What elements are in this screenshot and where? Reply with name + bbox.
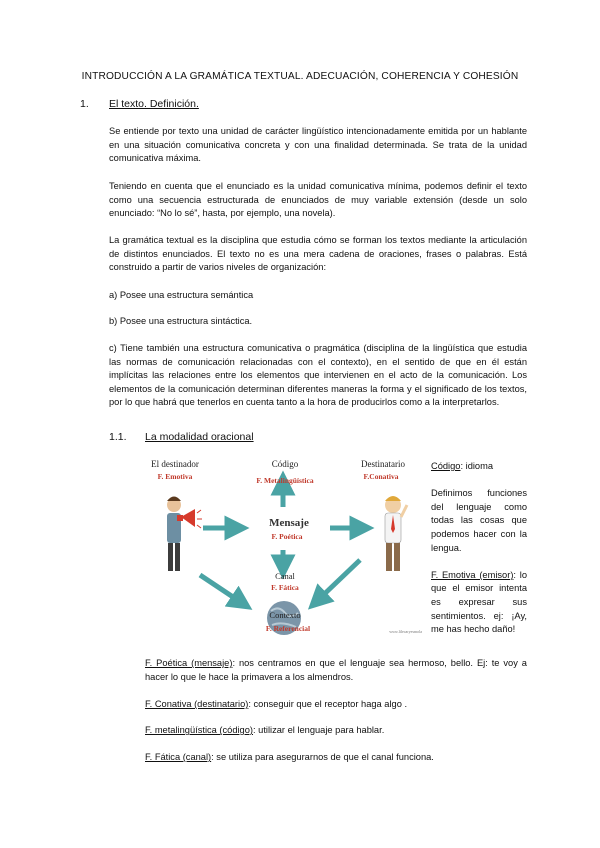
label-f-fatica: F. Fática xyxy=(271,583,299,592)
section-1-1-heading xyxy=(109,431,254,443)
label-f-emotiva: F. Emotiva xyxy=(157,472,193,481)
function-metalinguistica xyxy=(145,724,527,738)
communication-diagram xyxy=(145,455,425,640)
receiver-figure-icon xyxy=(385,496,407,571)
function-conativa-text: : conseguir que el receptor haga algo . xyxy=(248,699,408,709)
function-metalinguistica-label: F. metalingüística (código) xyxy=(145,725,253,735)
label-canal: Canal xyxy=(275,571,295,581)
function-fatica xyxy=(145,751,527,765)
side-codigo-text: : idioma xyxy=(460,461,494,471)
label-destinador: El destinador xyxy=(151,459,199,469)
label-f-conativa: F.Conativa xyxy=(363,472,399,481)
section-1-number: 1. xyxy=(80,98,89,110)
paragraph-item-c: c) Tiene también una estructura comunicativa o pragmática (disciplina de la lingüística que estudia las normas de comunicación relacionadas con el contexto), en el sentido de que en él están implícitas las relaciones entre los elementos que intervienen en el acto de la comunicación. Los elementos de la comunicación determinan diferentes maneras la forma y el significado de los textos, por lo que habrá que tenerlos en cuenta tanto a la hora de producirlos como a la interpretarlos. xyxy=(109,343,527,408)
function-metalinguistica-text: : utilizar el lenguaje para hablar. xyxy=(253,725,385,735)
paragraph-definition: Se entiende por texto una unidad de carácter lingüístico intencionadamente emitida por un hablante en una situación comunicativa concreta y con una finalidad determinada. Se trata de la unidad comunicativa máxima. xyxy=(109,126,527,164)
label-contexto: Contexto xyxy=(269,610,301,620)
label-f-referencial: F. Referencial xyxy=(265,624,311,633)
function-poetica-text: : nos centramos en que el lenguaje sea hermoso, bello. Ej: te voy a hacer lo que le hace la primavera a los almendros. xyxy=(145,658,527,682)
label-codigo: Código xyxy=(271,459,299,469)
side-definimos: Definimos funciones del lenguaje como todas las cosas que podemos hacer con la lengua. xyxy=(431,488,527,553)
section-1-label: El texto. Definición. xyxy=(109,98,199,110)
megaphone-icon xyxy=(197,510,202,528)
label-f-metalinguistica: F. Metalingüística xyxy=(256,476,314,485)
emitter-figure-icon xyxy=(167,497,195,572)
paragraph-gramatica-textual: La gramática textual es la disciplina que estudia cómo se forman los textos mediante la articulación de distintos enunciados. El texto no es una mera cadena de oraciones, frases o palabras. Está construido a partir de varios niveles de organización: xyxy=(109,235,527,273)
function-poetica xyxy=(145,657,527,684)
section-1-heading xyxy=(80,98,199,110)
document-title: INTRODUCCIÓN A LA GRAMÁTICA TEXTUAL. ADECUACIÓN, COHERENCIA Y COHESIÓN xyxy=(81,71,519,82)
arrow-destinatario-contexto xyxy=(317,560,360,601)
function-fatica-label: F. Fática (canal) xyxy=(145,752,212,762)
paragraph-item-a: a) Posee una estructura semántica xyxy=(109,290,254,300)
diagram-watermark: www.lilecaryesmola xyxy=(389,629,422,634)
function-conativa-label: F. Conativa (destinatario) xyxy=(145,699,249,709)
side-codigo-label: Código xyxy=(431,461,461,471)
paragraph-item-b: b) Posee una estructura sintáctica. xyxy=(109,316,253,326)
label-f-poetica: F. Poética xyxy=(271,532,303,541)
label-destinatario: Destinatario xyxy=(361,459,405,469)
function-poetica-label: F. Poética (mensaje) xyxy=(145,658,233,668)
function-conativa xyxy=(145,698,527,712)
side-emotiva-text: : lo que el emisor intenta es expresar sus sentimientos. ej: ¡Ay, me has hecho daño! xyxy=(431,569,527,635)
section-1-1-number: 1.1. xyxy=(109,431,127,443)
label-mensaje: Mensaje xyxy=(269,517,309,529)
side-codigo xyxy=(431,460,527,474)
function-fatica-text: : se utiliza para asegurarnos de que el canal funciona. xyxy=(211,752,434,762)
section-1-1-label: La modalidad oracional xyxy=(145,431,254,443)
side-emotiva-label: F. Emotiva (emisor) xyxy=(431,569,514,580)
arrow-emisor-contexto xyxy=(200,575,242,603)
side-emotiva xyxy=(431,569,527,637)
side-notes xyxy=(431,460,527,637)
paragraph-enunciado: Teniendo en cuenta que el enunciado es la unidad comunicativa mínima, podemos definir el texto como una secuencia estructurada de enunciados de muy variable extensión (desde un solo enunciado: “No lo sé”, hasta, por ejemplo, una novela). xyxy=(109,181,527,219)
